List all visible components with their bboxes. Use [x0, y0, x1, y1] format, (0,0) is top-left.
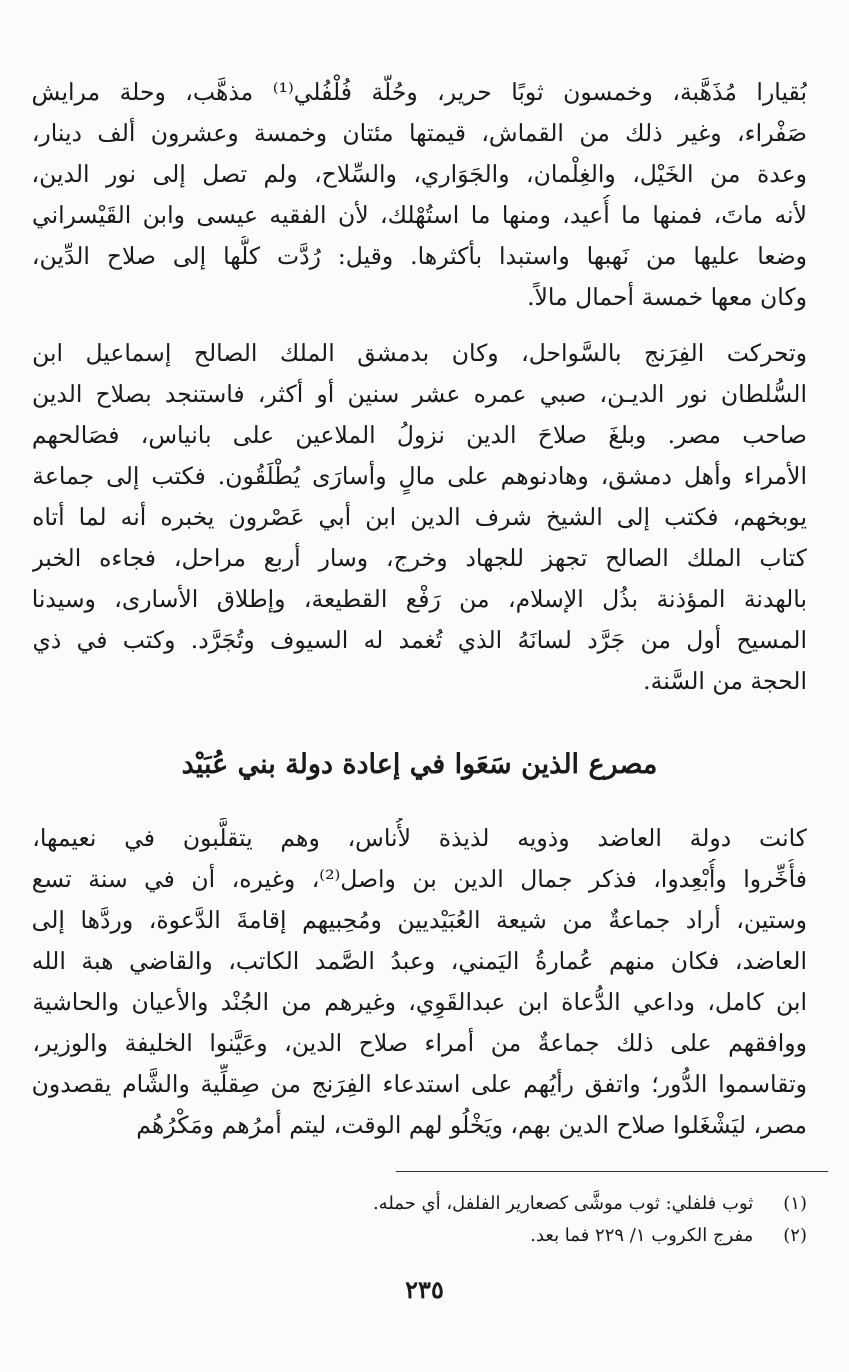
text-line: ابن كامل، وداعي الدُّعاة ابن عبدالقَوِي، وغيرهم من الجُنْد والأعيان والحاشية [32, 988, 807, 1016]
text-line: ووافقهم على ذلك جماعةٌ من أمراء صلاح الدين، وعَيَّنوا الخليفة والوزير، [32, 1029, 807, 1057]
text-line: المسيح أول من جَرَّد لسانَهُ الذي تُغمد له السيوف وتُجَرَّد. وكتب في ذي [32, 626, 807, 654]
footnote-2 [32, 1220, 807, 1252]
text-line: صاحب مصر. وبلغَ صلاحَ الدين نزولُ الملاعين على بانياس، فصَالحهم [32, 421, 807, 449]
text-line: العاضد، فكان منهم عُمارةُ اليَمني، وعبدُ الصَّمد الكاتب، والقاضي هبة الله [32, 947, 807, 975]
footnote-text: مفرج الكروب ١/ ٢٢٩ فما بعد. [530, 1225, 754, 1246]
text-line: وكان معها خمسة أحمال مالاً. [527, 283, 807, 311]
text-line: لأنه ماتَ، فمنها ما أُعيد، ومنها ما استُهْلك، لأن الفقيه عيسى وابن القَيْسراني [32, 201, 807, 229]
text-line: وتقاسموا الدُّور؛ واتفق رأيُهم على استدعاء الفِرَنج من صِقلِّية والشَّام يقصدون [32, 1070, 807, 1098]
footnote-1 [32, 1188, 807, 1220]
footnotes [32, 1188, 807, 1252]
text-line: بالهدنة المؤذنة بذُل الإسلام، من رَفْع القطيعة، وإطلاق الأسارى، وسيدنا [32, 585, 807, 613]
text-line: الحجة من السَّنة. [643, 667, 807, 695]
paragraph-gifts [32, 72, 807, 324]
text-line: وضعا عليها من نَهبها واستبدا بأكثرها. وقيل: رُدَّت كلُّها إلى صلاح الدِّين، [32, 242, 807, 270]
footnote-number: (٢) [783, 1225, 807, 1246]
text-line: يوبخهم، فكتب إلى الشيخ شرف الدين ابن أبي عَصْرون يخبره أنه لما أتاه [32, 503, 807, 531]
text-line: فأُخِّروا وأُبْعِدوا، فذكر جمال الدين بن واصل⁽²⁾، وغيره، أن في سنة تسع [32, 865, 807, 893]
text-line: وستين، أراد جماعةٌ من شيعة العُبَيْديين ومُحِبيهم إقامةَ الدَّعوة، وردَّها إلى [32, 906, 807, 934]
text-line: بُقيارا مُذَهَّبة، وخمسون ثوبًا حرير، وحُلّة فُلْفُلي⁽¹⁾ مذهَّب، وحلة مرايش [32, 78, 807, 106]
footnote-text: ثوب فلفلي: ثوب موشَّى كصعارير الفلفل، أي حمله. [372, 1193, 754, 1214]
page-number: ٢٣٥ [405, 1275, 444, 1304]
text-line: صَفْراء، وغير ذلك من القماش، قيمتها مئتان وخمسة وعشرون ألف دينار، [32, 119, 807, 147]
text-line: وتحركت الفِرَنج بالسَّواحل، وكان بدمشق الملك الصالح إسماعيل ابن [32, 339, 807, 367]
paragraph-franks [32, 333, 807, 702]
footnote-number: (١) [783, 1193, 807, 1214]
section-heading: مصرع الذين سَعَوا في إعادة دولة بني عُبَيْد [181, 749, 658, 780]
text-line: الأمراء وأهل دمشق، وهادنوهم على مالٍ وأسارَى يُطْلَقُون. فكتب إلى جماعة [32, 462, 807, 490]
text-line: كتاب الملك الصالح تجهز للجهاد وخرج، وسار أربع مراحل، فجاءه الخبر [32, 544, 807, 572]
text-line: مصر، ليَشْغَلوا صلاح الدين بهم، ويَخْلُو لهم الوقت، ليتم أمرُهم ومَكْرُهُم [136, 1111, 807, 1139]
text-line: السُّلطان نور الديـن، صبي عمره عشر سنين أو أكثر، فاستنجد بصلاح الدين [32, 380, 807, 408]
text-line: وعدة من الخَيْل، والغِلْمان، والجَوَاري، والسِّلاح، ولم تصل إلى نور الدين، [32, 160, 807, 188]
footnote-divider [396, 1171, 828, 1172]
paragraph-conspiracy [32, 818, 807, 1146]
text-line: كانت دولة العاضد وذويه لذيذة لأُناس، وهم يتقلَّبون في نعيمها، [32, 824, 807, 852]
